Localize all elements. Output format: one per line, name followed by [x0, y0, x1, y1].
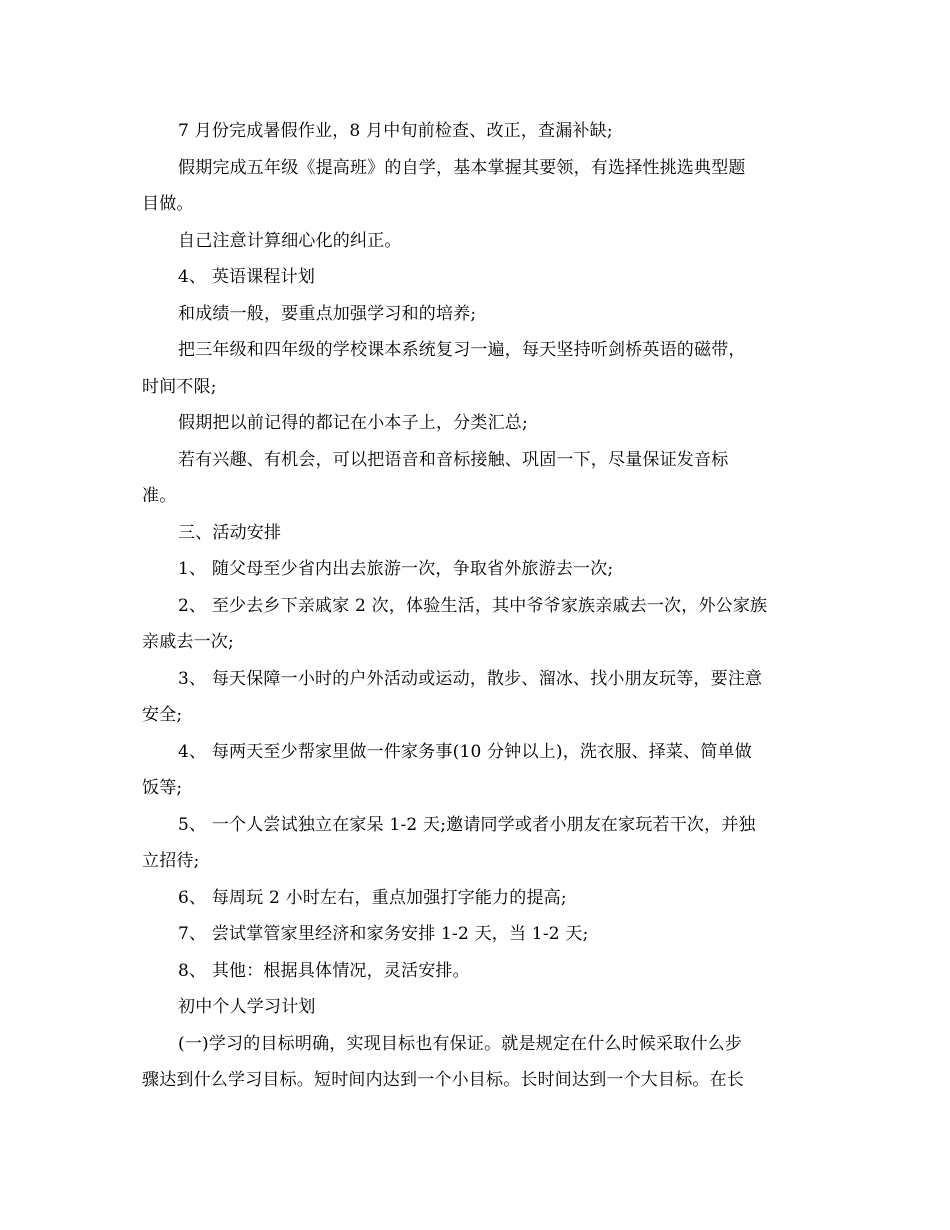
text-line: 把三年级和四年级的学校课本系统复习一遍，每天坚持听剑桥英语的磁带，	[178, 340, 746, 360]
list-item: 3、 每天保障一小时的户外活动或运动，散步、溜冰、找小朋友玩等，要注意	[178, 669, 763, 689]
text-line: 亲戚去一次;	[142, 632, 234, 652]
text-line: 立招待;	[142, 851, 200, 871]
text-line: 假期把以前记得的都记在小本子上，分类汇总;	[178, 413, 528, 433]
text-line: 若有兴趣、有机会，可以把语音和音标接触、巩固一下，尽量保证发音标	[178, 450, 729, 470]
text-line: 自己注意计算细心化的纠正。	[178, 231, 402, 251]
list-item: 6、 每周玩 2 小时左右，重点加强打字能力的提高;	[178, 888, 567, 908]
text-line: 7 月份完成暑假作业，8 月中旬前检查、改正，查漏补缺;	[178, 121, 613, 141]
text-line: 和成绩一般，要重点加强学习和的培养;	[178, 304, 477, 324]
section-heading: 三、活动安排	[178, 523, 282, 543]
text-line: 骤达到什么学习目标。短时间内达到一个小目标。长时间达到一个大目标。在长	[142, 1070, 744, 1090]
text-line: 准。	[142, 486, 177, 506]
text-line: (一)学习的目标明确，实现目标也有保证。就是规定在什么时候采取什么步	[178, 1034, 743, 1054]
text-line: 时间不限;	[142, 377, 217, 397]
list-item: 8、 其他：根据具体情况，灵活安排。	[178, 961, 470, 981]
list-item: 7、 尝试掌管家里经济和家务安排 1-2 天，当 1-2 天;	[178, 924, 589, 944]
list-item: 5、 一个人尝试独立在家呆 1-2 天;邀请同学或者小朋友在家玩若干次，并独	[178, 815, 756, 835]
section-heading: 4、 英语课程计划	[178, 267, 316, 287]
text-line: 假期完成五年级《提高班》的自学，基本掌握其要领，有选择性挑选典型题	[178, 158, 746, 178]
section-heading: 初中个人学习计划	[178, 997, 316, 1017]
text-line: 安全;	[142, 705, 183, 725]
text-line: 饭等;	[142, 778, 183, 798]
list-item: 2、 至少去乡下亲戚家 2 次，体验生活，其中爷爷家族亲戚去一次，外公家族	[178, 596, 768, 616]
text-line: 目做。	[142, 194, 194, 214]
list-item: 4、 每两天至少帮家里做一件家务事(10 分钟以上)，洗衣服、择菜、简单做	[178, 742, 752, 762]
list-item: 1、 随父母至少省内出去旅游一次，争取省外旅游去一次;	[178, 559, 614, 579]
